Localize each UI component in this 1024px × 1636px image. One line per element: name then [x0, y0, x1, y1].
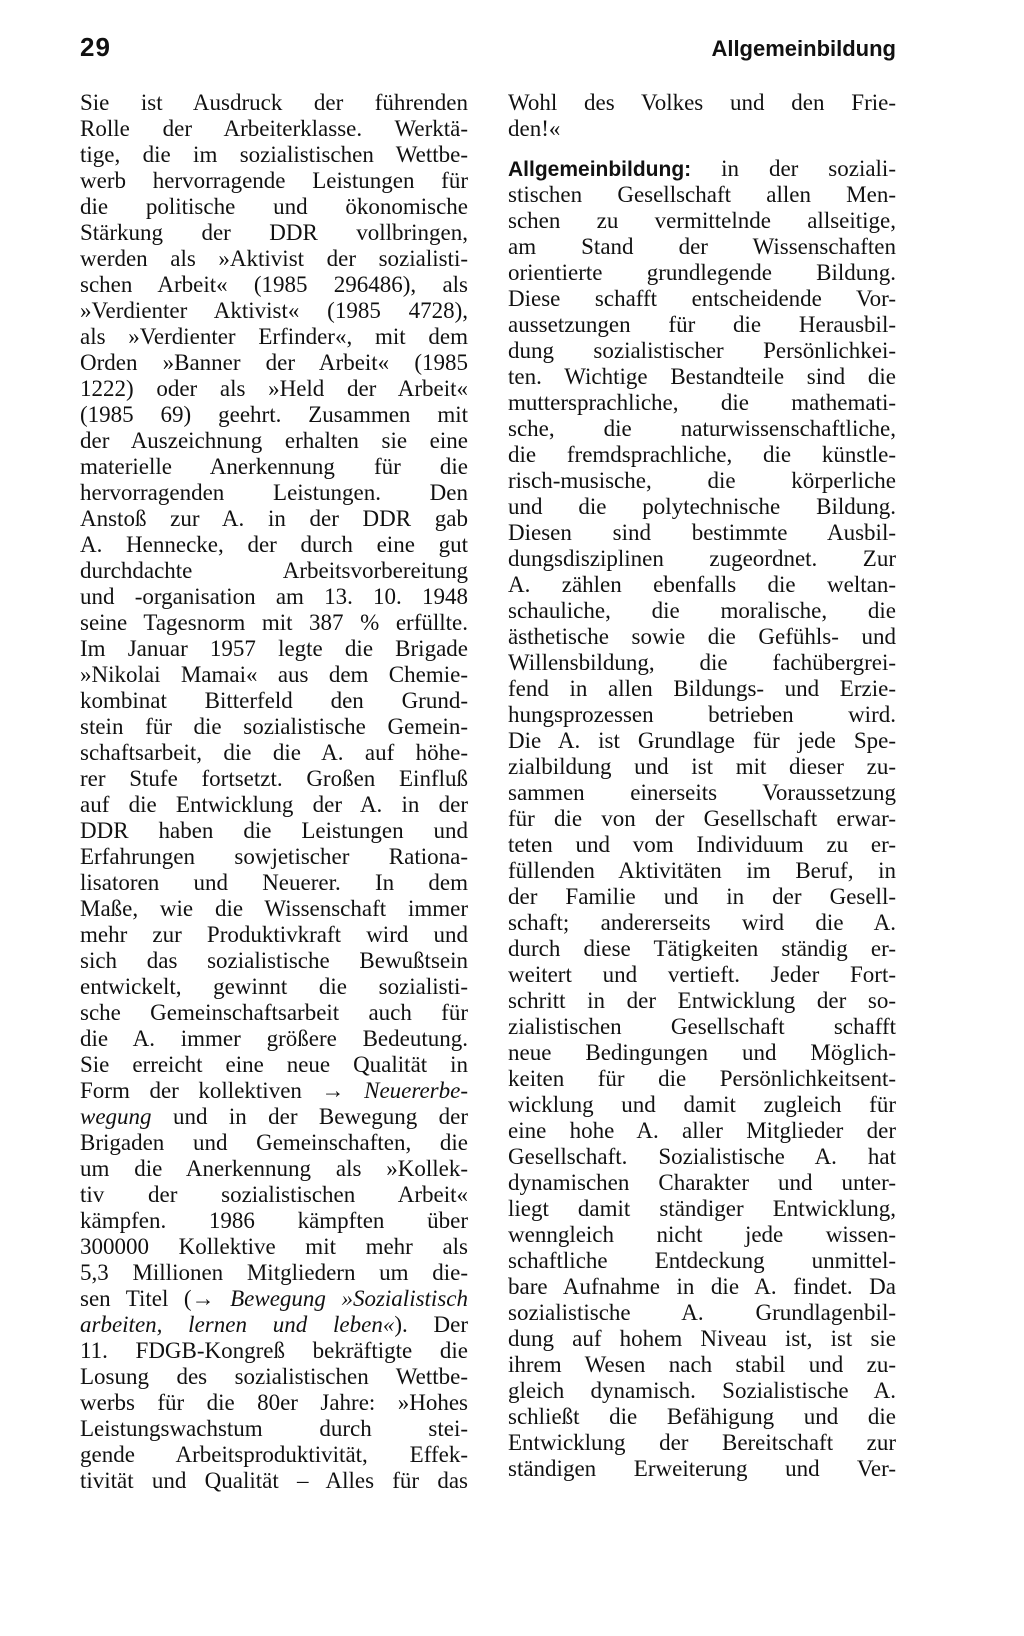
text-line: ten. Wichtige Bestandteile sind die	[508, 364, 896, 389]
text-line: schritt in der Entwicklung der so-	[508, 988, 896, 1013]
text-line: tiv der sozialistischen Arbeit«	[80, 1182, 468, 1207]
text-line: tige, die im sozialistischen Wettbe-	[80, 142, 468, 167]
text-line: 11. FDGB-Kongreß bekräftigte die	[80, 1338, 468, 1363]
text-line: weitert und vertieft. Jeder Fort-	[508, 962, 896, 987]
text-line: zialbildung und ist mit dieser zu-	[508, 754, 896, 779]
text-line: stischen Gesellschaft allen Men-	[508, 182, 896, 207]
text-line: bare Aufnahme in die A. findet. Da	[508, 1274, 896, 1299]
text-line: Anstoß zur A. in der DDR gab	[80, 506, 468, 531]
running-head: Allgemeinbildung	[711, 36, 896, 61]
text-line: liegt damit ständiger Entwicklung,	[508, 1196, 896, 1221]
text-line	[80, 1104, 468, 1130]
text-line: fend in allen Bildungs- und Erzie-	[508, 676, 896, 701]
text-line: eine hohe A. aller Mitglieder der	[508, 1118, 896, 1143]
text-line: teten und vom Individuum zu er-	[508, 832, 896, 857]
text-line: keiten für die Persönlichkeitsent-	[508, 1066, 896, 1091]
text-span: sen Titel (	[80, 1286, 192, 1311]
text-line: orientierte grundlegende Bildung.	[508, 260, 896, 285]
text-line: sozialistische A. Grundlagenbil-	[508, 1300, 896, 1325]
text-line: schaft; andererseits wird die A.	[508, 910, 896, 935]
left-text-block-c	[80, 1338, 468, 1494]
text-line	[80, 1286, 468, 1312]
text-line: ständigen Erweiterung und Ver-	[508, 1456, 896, 1481]
text-line: kämpfen. 1986 kämpften über	[80, 1208, 468, 1233]
left-column	[80, 90, 468, 1494]
text-line: tivität und Qualität – Alles für das	[80, 1468, 468, 1493]
text-line: ästhetische sowie die Gefühls- und	[508, 624, 896, 649]
text-line: »Nikolai Mamai« aus dem Chemie-	[80, 662, 468, 687]
text-span: in der soziali-	[691, 156, 896, 181]
page-number: 29	[80, 32, 111, 62]
text-line: schaftliche Entdeckung unmittel-	[508, 1248, 896, 1273]
text-line: Willensbildung, die fachübergrei-	[508, 650, 896, 675]
text-line: dung auf hohem Niveau ist, ist sie	[508, 1326, 896, 1351]
text-line: die A. immer größere Bedeutung.	[80, 1026, 468, 1051]
left-text-block-b	[80, 1130, 468, 1286]
text-line: 5,3 Millionen Mitgliedern um die-	[80, 1260, 468, 1285]
text-line: Maße, wie die Wissenschaft immer	[80, 896, 468, 921]
text-line: wenngleich nicht jede wissen-	[508, 1222, 896, 1247]
text-line: um die Anerkennung als »Kollek-	[80, 1156, 468, 1181]
text-span: Form der kollektiven	[80, 1078, 322, 1103]
text-line: und -organisation am 13. 10. 1948	[80, 584, 468, 609]
text-line: sammen einerseits Voraussetzung	[508, 780, 896, 805]
text-line: neue Bedingungen und Möglich-	[508, 1040, 896, 1065]
text-line: A. zählen ebenfalls die weltan-	[508, 572, 896, 597]
text-line: gleich dynamisch. Sozialistische A.	[508, 1378, 896, 1403]
text-line: (1985 69) geehrt. Zusammen mit	[80, 402, 468, 427]
text-line: gende Arbeitsproduktivität, Effek-	[80, 1442, 468, 1467]
text-line: rer Stufe fortsetzt. Großen Einfluß	[80, 766, 468, 791]
text-line: kombinat Bitterfeld den Grund-	[80, 688, 468, 713]
text-line: muttersprachliche, die mathemati-	[508, 390, 896, 415]
text-line: schließt die Befähigung und die	[508, 1404, 896, 1429]
text-line: Leistungswachstum durch stei-	[80, 1416, 468, 1441]
text-line: die fremdsprachliche, die künstle-	[508, 442, 896, 467]
text-line: sich das sozialistische Bewußtsein	[80, 948, 468, 973]
text-line: dungsdisziplinen zugeordnet. Zur	[508, 546, 896, 571]
text-line: Diese schafft entscheidende Vor-	[508, 286, 896, 311]
text-line: stein für die sozialistische Gemein-	[80, 714, 468, 739]
text-line: A. Hennecke, der durch eine gut	[80, 532, 468, 557]
text-line: schaftsarbeit, die die A. auf höhe-	[80, 740, 468, 765]
text-line: wicklung und damit zugleich für	[508, 1092, 896, 1117]
cross-reference-arrow-icon: →	[191, 1286, 215, 1311]
left-text-block-a	[80, 90, 468, 1078]
text-line: dung sozialistischer Persönlichkei-	[508, 338, 896, 363]
text-line: Im Januar 1957 legte die Brigade	[80, 636, 468, 661]
text-line: für die von der Gesellschaft erwar-	[508, 806, 896, 831]
text-line: Sie erreicht eine neue Qualität in	[80, 1052, 468, 1077]
text-line: Wohl des Volkes und den Frie-	[508, 90, 896, 115]
text-line: Die A. ist Grundlage für jede Spe-	[508, 728, 896, 753]
text-line: Entwicklung der Bereitschaft zur	[508, 1430, 896, 1455]
text-line: dynamischen Charakter und unter-	[508, 1170, 896, 1195]
text-line: risch-musische, die körperliche	[508, 468, 896, 493]
text-line: werden als »Aktivist der sozialisti-	[80, 246, 468, 271]
text-line: hungsprozessen betrieben wird.	[508, 702, 896, 727]
text-line: füllenden Aktivitäten im Beruf, in	[508, 858, 896, 883]
text-line: schen Arbeit« (1985 296486), als	[80, 272, 468, 297]
text-line: Orden »Banner der Arbeit« (1985	[80, 350, 468, 375]
text-line: ihrem Wesen nach stabil und zu-	[508, 1352, 896, 1377]
text-line: werb hervorragende Leistungen für	[80, 168, 468, 193]
text-line: mehr zur Produktivkraft wird und	[80, 922, 468, 947]
text-line: »Verdienter Aktivist« (1985 4728),	[80, 298, 468, 323]
text-line: zialistischen Gesellschaft schafft	[508, 1014, 896, 1039]
text-line: die politische und ökonomische	[80, 194, 468, 219]
right-column	[508, 90, 896, 1482]
text-line: Gesellschaft. Sozialistische A. hat	[508, 1144, 896, 1169]
text-line: schauliche, die moralische, die	[508, 598, 896, 623]
text-line: sche, die naturwissenschaftliche,	[508, 416, 896, 441]
text-line: schen zu vermittelnde allseitige,	[508, 208, 896, 233]
text-line: sche Gemeinschaftsarbeit auch für	[80, 1000, 468, 1025]
text-line: der Auszeichnung erhalten sie eine	[80, 428, 468, 453]
cross-reference-term: Neuererbe-	[344, 1078, 469, 1103]
text-line: der Familie und in der Gesell-	[508, 884, 896, 909]
text-line: durch diese Tätigkeiten ständig er-	[508, 936, 896, 961]
entry-headword: Allgemeinbildung:	[508, 158, 692, 181]
text-line: 300000 Kollektive mit mehr als	[80, 1234, 468, 1259]
text-span: ). Der	[394, 1312, 468, 1337]
entry-head-line	[508, 156, 896, 182]
text-line: Brigaden und Gemeinschaften, die	[80, 1130, 468, 1155]
text-line: am Stand der Wissenschaften	[508, 234, 896, 259]
text-line: aussetzungen für die Herausbil-	[508, 312, 896, 337]
cross-reference-term: wegung	[80, 1104, 152, 1129]
text-line: materielle Anerkennung für die	[80, 454, 468, 479]
text-line: DDR haben die Leistungen und	[80, 818, 468, 843]
text-line: den!«	[508, 116, 561, 141]
cross-reference-term: Bewegung »Sozialistisch	[214, 1286, 468, 1311]
cross-reference-term: arbeiten, lernen und leben«	[80, 1312, 395, 1337]
text-line: hervorragenden Leistungen. Den	[80, 480, 468, 505]
text-line: als »Verdienter Erfinder«, mit dem	[80, 324, 468, 349]
text-line	[80, 1078, 468, 1104]
text-line: lisatoren und Neuerer. In dem	[80, 870, 468, 895]
right-continuation-block	[508, 90, 896, 142]
text-line	[80, 1312, 468, 1338]
text-line: werbs für die 80er Jahre: »Hohes	[80, 1390, 468, 1415]
text-line: Diesen sind bestimmte Ausbil-	[508, 520, 896, 545]
text-line: Rolle der Arbeiterklasse. Werktä-	[80, 116, 468, 141]
text-line: 1222) oder als »Held der Arbeit«	[80, 376, 468, 401]
text-line: Losung des sozialistischen Wettbe-	[80, 1364, 468, 1389]
text-line: und die polytechnische Bildung.	[508, 494, 896, 519]
text-line: seine Tagesnorm mit 387 % erfüllte.	[80, 610, 468, 635]
text-line: auf die Entwicklung der A. in der	[80, 792, 468, 817]
text-line: Erfahrungen sowjetischer Rationa-	[80, 844, 468, 869]
text-line: durchdachte Arbeitsvorbereitung	[80, 558, 468, 583]
text-line: Stärkung der DDR vollbringen,	[80, 220, 468, 245]
cross-reference-arrow-icon: →	[321, 1078, 345, 1103]
text-line: Sie ist Ausdruck der führenden	[80, 90, 468, 115]
right-text-block	[508, 182, 896, 1482]
text-span: und in der Bewegung der	[151, 1104, 468, 1129]
text-line: entwickelt, gewinnt die sozialisti-	[80, 974, 468, 999]
